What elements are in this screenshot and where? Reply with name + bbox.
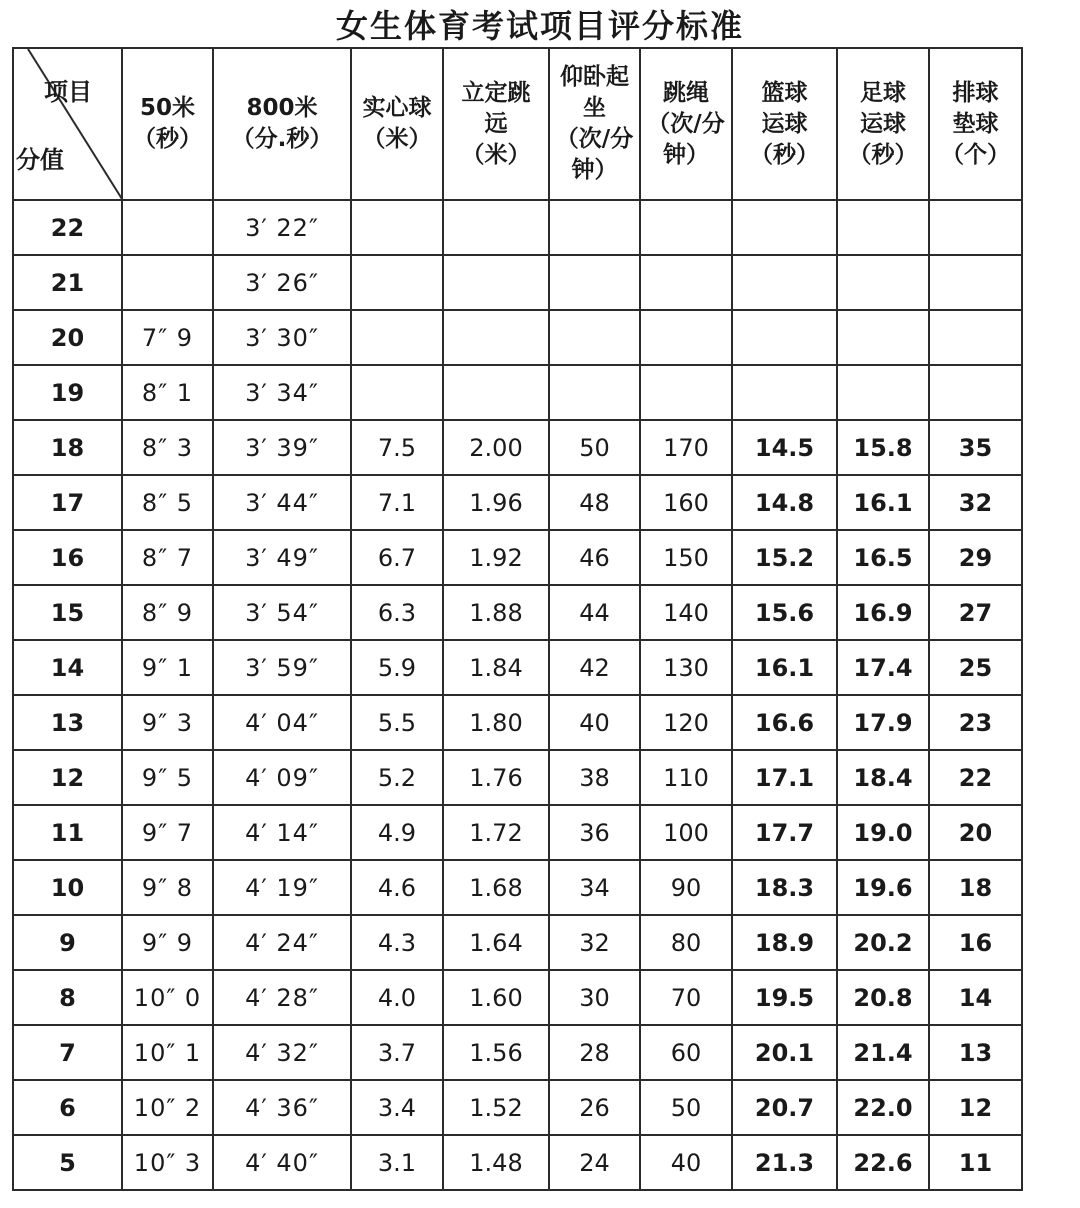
table-row <box>13 805 1022 860</box>
cell-sit-ups: 48 <box>549 475 640 530</box>
table-row <box>13 1025 1022 1080</box>
header-shot-put: 实心球 （米） <box>351 48 443 200</box>
cell-basketball-dribble: 18.3 <box>732 860 837 915</box>
score-cell: 14 <box>13 640 122 695</box>
cell-800m: 3′ 49″ <box>213 530 351 585</box>
cell-800m: 4′ 28″ <box>213 970 351 1025</box>
cell-volleyball-pass: 32 <box>929 475 1022 530</box>
score-cell: 11 <box>13 805 122 860</box>
table-row <box>13 915 1022 970</box>
cell-shot-put: 4.0 <box>351 970 443 1025</box>
cell-volleyball-pass: 22 <box>929 750 1022 805</box>
cell-volleyball-pass: 11 <box>929 1135 1022 1190</box>
score-cell: 9 <box>13 915 122 970</box>
cell-sit-ups <box>549 200 640 255</box>
score-cell: 8 <box>13 970 122 1025</box>
cell-sit-ups: 46 <box>549 530 640 585</box>
cell-50m: 10″ 0 <box>122 970 213 1025</box>
cell-soccer-dribble: 22.0 <box>837 1080 929 1135</box>
score-cell: 5 <box>13 1135 122 1190</box>
cell-long-jump: 1.84 <box>443 640 549 695</box>
cell-50m: 10″ 3 <box>122 1135 213 1190</box>
cell-jump-rope: 110 <box>640 750 732 805</box>
cell-shot-put: 6.7 <box>351 530 443 585</box>
table-row <box>13 1080 1022 1135</box>
cell-basketball-dribble <box>732 200 837 255</box>
cell-shot-put <box>351 200 443 255</box>
cell-basketball-dribble: 17.1 <box>732 750 837 805</box>
cell-long-jump: 1.92 <box>443 530 549 585</box>
score-cell: 21 <box>13 255 122 310</box>
table-row <box>13 365 1022 420</box>
cell-soccer-dribble: 20.2 <box>837 915 929 970</box>
cell-800m: 3′ 22″ <box>213 200 351 255</box>
score-cell: 20 <box>13 310 122 365</box>
table-row <box>13 475 1022 530</box>
table-row <box>13 970 1022 1025</box>
cell-long-jump: 1.60 <box>443 970 549 1025</box>
cell-jump-rope: 130 <box>640 640 732 695</box>
cell-long-jump: 1.88 <box>443 585 549 640</box>
cell-800m: 4′ 32″ <box>213 1025 351 1080</box>
cell-50m: 10″ 1 <box>122 1025 213 1080</box>
cell-sit-ups <box>549 255 640 310</box>
cell-volleyball-pass: 27 <box>929 585 1022 640</box>
cell-50m: 9″ 8 <box>122 860 213 915</box>
page-title: 女生体育考试项目评分标准 <box>335 7 744 45</box>
table-row <box>13 310 1022 365</box>
cell-volleyball-pass: 20 <box>929 805 1022 860</box>
cell-sit-ups: 42 <box>549 640 640 695</box>
cell-shot-put: 3.7 <box>351 1025 443 1080</box>
table-row <box>13 695 1022 750</box>
cell-shot-put <box>351 365 443 420</box>
cell-volleyball-pass: 16 <box>929 915 1022 970</box>
score-cell: 12 <box>13 750 122 805</box>
score-cell: 13 <box>13 695 122 750</box>
table-row <box>13 750 1022 805</box>
cell-long-jump: 1.64 <box>443 915 549 970</box>
cell-50m <box>122 255 213 310</box>
table-body <box>13 200 1022 1190</box>
cell-800m: 4′ 36″ <box>213 1080 351 1135</box>
cell-800m: 4′ 24″ <box>213 915 351 970</box>
cell-volleyball-pass: 25 <box>929 640 1022 695</box>
cell-jump-rope: 150 <box>640 530 732 585</box>
cell-shot-put <box>351 255 443 310</box>
cell-50m: 9″ 1 <box>122 640 213 695</box>
score-cell: 15 <box>13 585 122 640</box>
cell-sit-ups: 40 <box>549 695 640 750</box>
score-cell: 6 <box>13 1080 122 1135</box>
cell-50m <box>122 200 213 255</box>
cell-800m: 3′ 26″ <box>213 255 351 310</box>
cell-sit-ups: 30 <box>549 970 640 1025</box>
cell-basketball-dribble: 15.6 <box>732 585 837 640</box>
corner-label-score: 分值 <box>16 146 64 174</box>
cell-volleyball-pass: 35 <box>929 420 1022 475</box>
cell-soccer-dribble: 17.4 <box>837 640 929 695</box>
cell-soccer-dribble <box>837 200 929 255</box>
cell-soccer-dribble: 16.5 <box>837 530 929 585</box>
cell-long-jump <box>443 200 549 255</box>
cell-basketball-dribble <box>732 365 837 420</box>
cell-shot-put <box>351 310 443 365</box>
cell-soccer-dribble: 17.9 <box>837 695 929 750</box>
cell-basketball-dribble <box>732 255 837 310</box>
cell-jump-rope <box>640 255 732 310</box>
cell-800m: 4′ 14″ <box>213 805 351 860</box>
cell-50m: 9″ 3 <box>122 695 213 750</box>
corner-header-cell <box>13 48 122 200</box>
cell-volleyball-pass: 18 <box>929 860 1022 915</box>
cell-shot-put: 7.5 <box>351 420 443 475</box>
cell-sit-ups: 32 <box>549 915 640 970</box>
cell-800m: 3′ 34″ <box>213 365 351 420</box>
cell-shot-put: 3.4 <box>351 1080 443 1135</box>
cell-sit-ups: 24 <box>549 1135 640 1190</box>
cell-sit-ups <box>549 365 640 420</box>
cell-long-jump <box>443 365 549 420</box>
cell-long-jump <box>443 255 549 310</box>
header-jump-rope: 跳绳 （次/分 钟） <box>640 48 732 200</box>
cell-800m: 3′ 59″ <box>213 640 351 695</box>
cell-basketball-dribble <box>732 310 837 365</box>
cell-volleyball-pass: 12 <box>929 1080 1022 1135</box>
cell-jump-rope: 80 <box>640 915 732 970</box>
diagonal-line <box>14 49 123 199</box>
cell-soccer-dribble: 21.4 <box>837 1025 929 1080</box>
table-row <box>13 420 1022 475</box>
cell-sit-ups: 36 <box>549 805 640 860</box>
cell-long-jump: 1.72 <box>443 805 549 860</box>
cell-jump-rope: 50 <box>640 1080 732 1135</box>
header-basketball-dribble: 篮球 运球 （秒） <box>732 48 837 200</box>
cell-800m: 3′ 44″ <box>213 475 351 530</box>
cell-jump-rope: 140 <box>640 585 732 640</box>
cell-long-jump <box>443 310 549 365</box>
cell-volleyball-pass: 29 <box>929 530 1022 585</box>
score-cell: 22 <box>13 200 122 255</box>
score-cell: 16 <box>13 530 122 585</box>
cell-jump-rope: 70 <box>640 970 732 1025</box>
cell-shot-put: 7.1 <box>351 475 443 530</box>
table-row <box>13 860 1022 915</box>
table-row <box>13 255 1022 310</box>
header-volleyball-pass: 排球 垫球 （个） <box>929 48 1022 200</box>
cell-jump-rope <box>640 310 732 365</box>
cell-shot-put: 5.5 <box>351 695 443 750</box>
cell-volleyball-pass: 13 <box>929 1025 1022 1080</box>
header-row <box>13 48 1022 200</box>
cell-basketball-dribble: 15.2 <box>732 530 837 585</box>
cell-basketball-dribble: 20.7 <box>732 1080 837 1135</box>
cell-shot-put: 6.3 <box>351 585 443 640</box>
cell-shot-put: 3.1 <box>351 1135 443 1190</box>
cell-jump-rope: 170 <box>640 420 732 475</box>
corner-label-item: 项目 <box>44 78 92 106</box>
cell-jump-rope <box>640 365 732 420</box>
cell-sit-ups <box>549 310 640 365</box>
cell-sit-ups: 28 <box>549 1025 640 1080</box>
cell-long-jump: 1.80 <box>443 695 549 750</box>
cell-basketball-dribble: 14.8 <box>732 475 837 530</box>
cell-800m: 4′ 09″ <box>213 750 351 805</box>
cell-jump-rope: 60 <box>640 1025 732 1080</box>
cell-shot-put: 4.3 <box>351 915 443 970</box>
cell-soccer-dribble: 22.6 <box>837 1135 929 1190</box>
cell-jump-rope: 120 <box>640 695 732 750</box>
cell-volleyball-pass: 23 <box>929 695 1022 750</box>
score-table <box>12 47 1023 1191</box>
cell-jump-rope: 40 <box>640 1135 732 1190</box>
cell-50m: 8″ 7 <box>122 530 213 585</box>
cell-volleyball-pass <box>929 200 1022 255</box>
cell-long-jump: 1.68 <box>443 860 549 915</box>
cell-sit-ups: 26 <box>549 1080 640 1135</box>
cell-800m: 4′ 04″ <box>213 695 351 750</box>
cell-800m: 3′ 54″ <box>213 585 351 640</box>
cell-jump-rope: 100 <box>640 805 732 860</box>
cell-50m: 9″ 7 <box>122 805 213 860</box>
score-cell: 17 <box>13 475 122 530</box>
cell-800m: 3′ 30″ <box>213 310 351 365</box>
header-long-jump: 立定跳 远 （米） <box>443 48 549 200</box>
cell-soccer-dribble: 20.8 <box>837 970 929 1025</box>
cell-long-jump: 1.48 <box>443 1135 549 1190</box>
cell-jump-rope <box>640 200 732 255</box>
cell-800m: 4′ 19″ <box>213 860 351 915</box>
cell-50m: 8″ 1 <box>122 365 213 420</box>
cell-soccer-dribble: 18.4 <box>837 750 929 805</box>
cell-shot-put: 5.2 <box>351 750 443 805</box>
cell-shot-put: 4.9 <box>351 805 443 860</box>
cell-long-jump: 1.76 <box>443 750 549 805</box>
cell-basketball-dribble: 18.9 <box>732 915 837 970</box>
header-soccer-dribble: 足球 运球 （秒） <box>837 48 929 200</box>
score-cell: 19 <box>13 365 122 420</box>
cell-soccer-dribble: 19.0 <box>837 805 929 860</box>
cell-sit-ups: 50 <box>549 420 640 475</box>
header-800m: 800米 （分.秒） <box>213 48 351 200</box>
cell-800m: 3′ 39″ <box>213 420 351 475</box>
cell-shot-put: 5.9 <box>351 640 443 695</box>
cell-soccer-dribble: 16.9 <box>837 585 929 640</box>
cell-jump-rope: 160 <box>640 475 732 530</box>
score-cell: 18 <box>13 420 122 475</box>
cell-50m: 7″ 9 <box>122 310 213 365</box>
cell-sit-ups: 38 <box>549 750 640 805</box>
table-row <box>13 530 1022 585</box>
cell-basketball-dribble: 16.1 <box>732 640 837 695</box>
cell-long-jump: 1.52 <box>443 1080 549 1135</box>
table-row <box>13 585 1022 640</box>
table-row <box>13 200 1022 255</box>
cell-long-jump: 2.00 <box>443 420 549 475</box>
cell-volleyball-pass <box>929 255 1022 310</box>
cell-basketball-dribble: 19.5 <box>732 970 837 1025</box>
cell-soccer-dribble: 15.8 <box>837 420 929 475</box>
cell-basketball-dribble: 16.6 <box>732 695 837 750</box>
cell-volleyball-pass <box>929 365 1022 420</box>
cell-soccer-dribble: 16.1 <box>837 475 929 530</box>
cell-basketball-dribble: 14.5 <box>732 420 837 475</box>
cell-soccer-dribble <box>837 255 929 310</box>
cell-soccer-dribble <box>837 365 929 420</box>
score-cell: 7 <box>13 1025 122 1080</box>
cell-50m: 8″ 9 <box>122 585 213 640</box>
cell-50m: 9″ 5 <box>122 750 213 805</box>
cell-800m: 4′ 40″ <box>213 1135 351 1190</box>
cell-basketball-dribble: 20.1 <box>732 1025 837 1080</box>
cell-volleyball-pass: 14 <box>929 970 1022 1025</box>
cell-long-jump: 1.56 <box>443 1025 549 1080</box>
cell-sit-ups: 34 <box>549 860 640 915</box>
cell-basketball-dribble: 21.3 <box>732 1135 837 1190</box>
header-sit-ups: 仰卧起 坐 （次/分 钟） <box>549 48 640 200</box>
header-50m: 50米 （秒） <box>122 48 213 200</box>
cell-jump-rope: 90 <box>640 860 732 915</box>
score-cell: 10 <box>13 860 122 915</box>
cell-volleyball-pass <box>929 310 1022 365</box>
cell-basketball-dribble: 17.7 <box>732 805 837 860</box>
cell-shot-put: 4.6 <box>351 860 443 915</box>
cell-sit-ups: 44 <box>549 585 640 640</box>
cell-50m: 9″ 9 <box>122 915 213 970</box>
table-row <box>13 640 1022 695</box>
cell-50m: 10″ 2 <box>122 1080 213 1135</box>
cell-long-jump: 1.96 <box>443 475 549 530</box>
cell-soccer-dribble: 19.6 <box>837 860 929 915</box>
cell-50m: 8″ 3 <box>122 420 213 475</box>
cell-50m: 8″ 5 <box>122 475 213 530</box>
table-row <box>13 1135 1022 1190</box>
cell-soccer-dribble <box>837 310 929 365</box>
